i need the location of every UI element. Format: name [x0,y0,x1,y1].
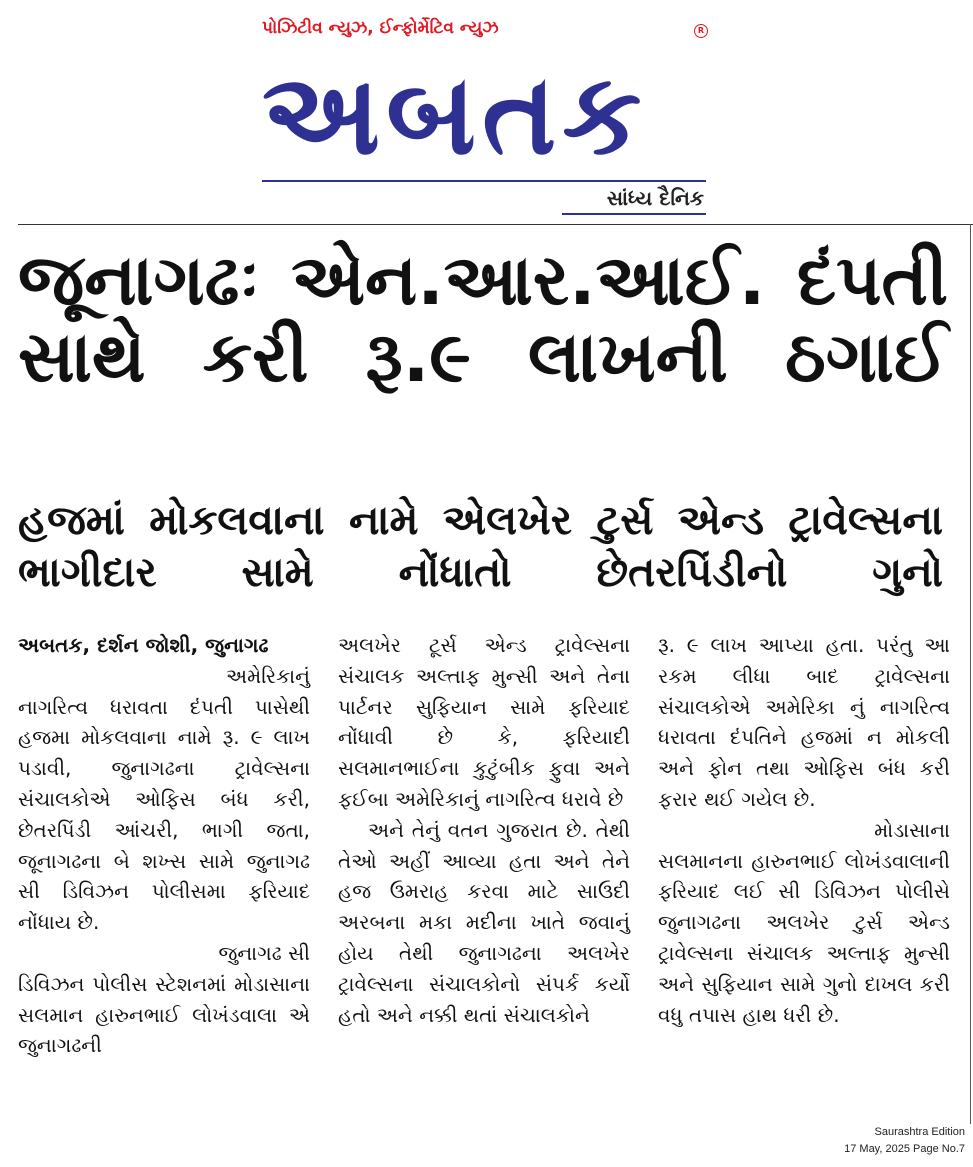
article-subhead [18,494,943,599]
header-divider [18,224,973,225]
page-right-border [970,224,971,1124]
masthead-tagline: પોઝિટીવ ન્યુઝ, ઈન્ફોર્મેટિવ ન્યુઝ [262,18,499,38]
masthead-subtitle: સાંધ્ય દૈનિક [606,186,704,210]
article-paragraph: અને તેનું વતન ગુજરાત છે. તેથી તેઓ અહીં આવ્યા હતા અને તેને હજ ઉમરાહ કરવા માટે સાઉદી અરબના મકા મદીના ખાતે જવાનું હોય તેથી જુનાગઢના અલખેર ટ્રાવેલ્સના સંચાલકોનો સંપર્ક કર્યો હતો અને નક્કી થતાં સંચાલકોને [338,817,630,1027]
paragraph-lead-in: જુનાગઢ સી [218,940,310,965]
article-dateline: અબતક, દર્શન જોશી, જુનાગઢ [18,633,269,657]
edition-label: Saurashtra Edition [874,1126,965,1138]
subhead-line-2: ભાગીદાર સામે નોંધાતો છેતરપિંડીનો ગુનો [18,548,943,597]
headline-line-1: જૂનાગઢઃ એન.આર.આઈ. દંપતી [18,239,948,321]
registered-mark-icon: R [694,24,708,38]
newspaper-logo: અબતક [262,50,648,180]
article-paragraph: અલખેર ટૂર્સ એન્ડ ટ્રાવેલ્સના સંચાલક અલ્તાફ મુન્સી અને તેના પાર્ટનર સુફિયાન સામે ફરિયાદ નોંધાવી છે કે, ફરિયાદી સલમાનભાઈના કુટુંબીક ફુવા અને ફઈબા અમેરિકાનું નાગરિત્વ ધરાવે છે [338,633,630,811]
article-paragraph: ડિવિઝન પોલીસ સ્ટેશનમાં મોડાસાના સલમાન હારુનભાઈ લોખંડવાલા એ જુનાગઢની [18,971,310,1058]
page-footer [844,1124,965,1158]
headline-line-2: સાથે કરી રૂ.૯ લાખની ઠગાઈ [18,316,948,398]
logo-divider [262,180,706,182]
date-page-label: 17 May, 2025 Page No.7 [844,1143,965,1155]
article-body [18,630,948,1110]
article-column-3 [658,630,950,1030]
masthead [262,18,712,208]
article-paragraph: સલમાનના હારુનભાઈ લોખંડવાલાની ફરિયાદ લઈ સી ડિવિઝન પોલીસે જુનાગઢના અલખેર ટુર્સ એન્ડ ટ્રાવેલ્સના સંચાલક અલ્તાફ મુન્સી અને સુફિયાન સામે ગુનો દાખલ કરી વધુ તપાસ હાથ ધરી છે. [658,848,950,1027]
article-paragraph: નાગરિત્વ ધરાવતા દંપતી પાસેથી હજમા મોકલવાના નામે રૂ. ૯ લાખ પડાવી, જુનાગઢના ટ્રાવેલ્સના સંચાલકોએ ઓફિસ બંધ કરી, છેતરપિંડી આંચરી, ભાગી જતા, જૂનાગઢના બે શખ્સ સામે જુનાગઢ સી ડિવિઝન પોલીસમા ફરિયાદ નોંધાય છે. [18,694,310,935]
paragraph-lead-in: અમેરિકાનું [226,663,310,688]
article-column-2 [338,630,630,1030]
article-paragraph: રૂ. ૯ લાખ આપ્યા હતા. પરંતુ આ રકમ લીધા બાદ ટ્રાવેલ્સના સંચાલકોએ અમેરિકા નું નાગરિત્વ ધરાવતા દંપતિને હજમાં ન મોકલી અને ફોન તથા ઓફિસ બંધ કરી ફરાર થઈ ગયેલ છે. [658,633,950,811]
subhead-line-1: હજમાં મોકલવાના નામે એલખેર ટુર્સ એન્ડ ટ્રાવેલ્સના [18,496,943,544]
article-column-1 [18,630,310,1061]
subtitle-underline [562,213,706,215]
article-headline [18,239,948,398]
paragraph-lead-in: મોડાસાના [874,817,950,842]
